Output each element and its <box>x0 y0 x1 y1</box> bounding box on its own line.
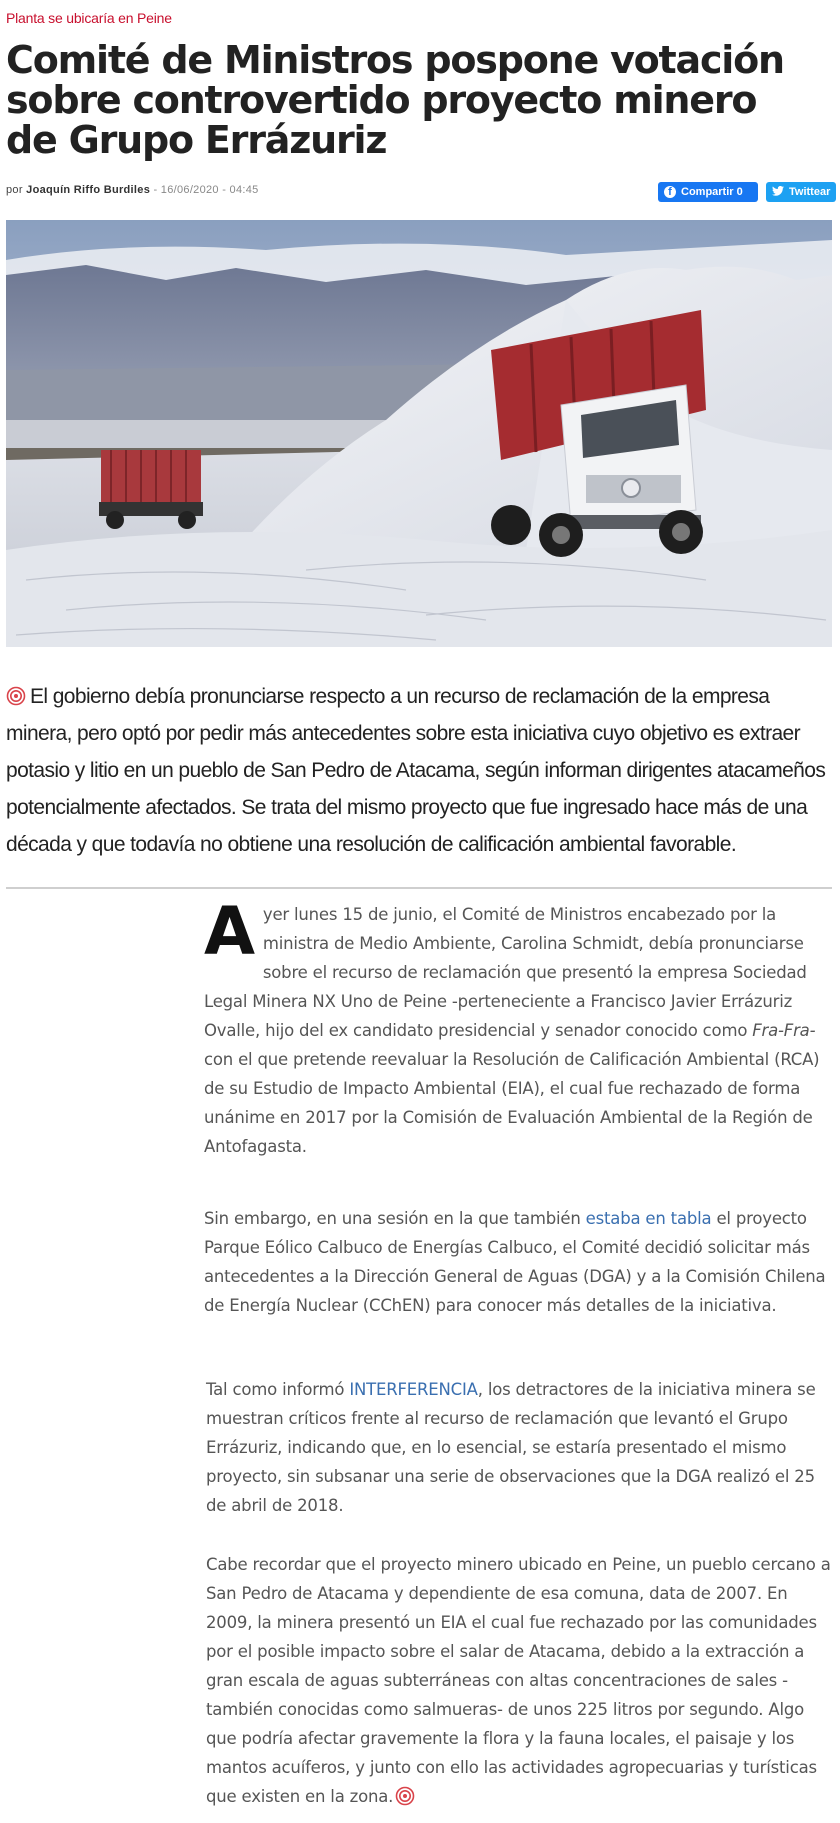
facebook-icon: f <box>664 186 676 198</box>
article-lead <box>6 678 832 863</box>
paragraph-1-text-b: con el que pretende reevaluar la Resolución de Calificación Ambiental (RCA) de su Estudio de Impacto Ambiental (EIA), el cual fue rechazado de forma unánime en 2017 por la Comisión de Evaluación Ambiental de la Región de Antofagasta. <box>204 1050 820 1156</box>
paragraph-1-emphasis: Fra-Fra- <box>752 1021 816 1040</box>
link-interferencia[interactable]: INTERFERENCIA <box>349 1380 478 1399</box>
body-paragraph-1 <box>204 893 832 1161</box>
body-paragraph-3-block <box>206 1375 834 1520</box>
body-paragraph-2 <box>204 1204 832 1320</box>
end-mark-icon <box>395 1786 415 1806</box>
drop-cap: A <box>204 893 255 970</box>
body-paragraph-2-block <box>204 1204 832 1320</box>
article-photo <box>6 220 832 647</box>
body-paragraph-4-block <box>206 1550 834 1811</box>
byline-prefix: por <box>6 184 23 196</box>
facebook-share-button[interactable] <box>658 182 758 202</box>
facebook-share-label: Compartir 0 <box>681 186 743 198</box>
paragraph-2-text-a: Sin embargo, en una sesión en la que también <box>204 1209 586 1228</box>
twitter-share-button[interactable] <box>766 182 836 202</box>
paragraph-2-text-b: el proyecto Parque Eólico Calbuco de Energías Calbuco, el Comité decidió solicitar más antecedentes a la Dirección General de Aguas (DGA) y a la Comisión Chilena de Energía Nuclear (CChEN) para conocer más detalles de la iniciativa. <box>204 1209 826 1315</box>
section-kicker[interactable]: Planta se ubicaría en Peine <box>6 10 172 26</box>
paragraph-4-text: Cabe recordar que el proyecto minero ubicado en Peine, un pueblo cercano a San Pedro de Atacama y dependiente de esa comuna, data de 2007. En 2009, la minera presentó un EIA el cual fue rechazado por las comunidades por el posible impacto sobre el salar de Atacama, debido a la extracción a gran escala de aguas subterráneas con altas concentraciones de sales -también conocidas como salmueras- de unos 225 litros por segundo. Algo que podría afectar gravemente la flora y la fauna locales, el paisaje y los mantos acuíferos, y junto con ello las actividades agropecuarias y turísticas que existen en la zona. <box>206 1555 831 1806</box>
link-estaba-en-tabla[interactable]: estaba en tabla <box>585 1209 712 1228</box>
lead-text: El gobierno debía pronunciarse respecto a un recurso de reclamación de la empresa minera, pero optó por pedir más antecedentes sobre esta iniciativa cuyo objetivo es extraer potasio y litio en un pueblo de San Pedro de Atacama, según informan dirigentes atacameños potencialmente afectados. Se trata del mismo proyecto que fue ingresado hace más de una década y que todavía no obtiene una resolución de calificación ambiental favorable. <box>6 685 826 856</box>
body-paragraph-4 <box>206 1550 834 1811</box>
body-paragraph-1-block <box>204 893 832 1161</box>
section-divider <box>6 887 832 889</box>
body-paragraph-3 <box>206 1375 834 1520</box>
paragraph-3-text-a: Tal como informó <box>206 1380 350 1399</box>
publish-date: 16/06/2020 - 04:45 <box>160 184 259 196</box>
twitter-icon <box>772 186 784 199</box>
article-headline: Comité de Ministros pospone votación sobre controvertido proyecto minero de Grupo Errázuriz <box>6 38 784 162</box>
date-separator: - <box>153 184 158 196</box>
author-name[interactable]: Joaquín Riffo Burdiles <box>26 184 151 196</box>
paragraph-1-text-a: yer lunes 15 de junio, el Comité de Ministros encabezado por la ministra de Medio Ambiente, Carolina Schmidt, debía pronunciarse sobre el recurso de reclamación que presentó la empresa Sociedad Legal Minera NX Uno de Peine -perteneciente a Francisco Javier Errázuriz Ovalle, hijo del ex candidato presidencial y senador conocido como <box>204 905 807 1040</box>
paragraph-3-text-b: , los detractores de la iniciativa minera se muestran críticos frente al recurso de reclamación que levantó el Grupo Errázuriz, indicando que, en lo esencial, se estaría presentado el mismo proyecto, sin subsanar una serie de observaciones que la DGA realizó el 25 de abril de 2018. <box>206 1380 816 1515</box>
twitter-share-label: Twittear <box>789 186 831 198</box>
interferencia-mark-icon <box>6 681 26 701</box>
byline <box>6 184 259 196</box>
